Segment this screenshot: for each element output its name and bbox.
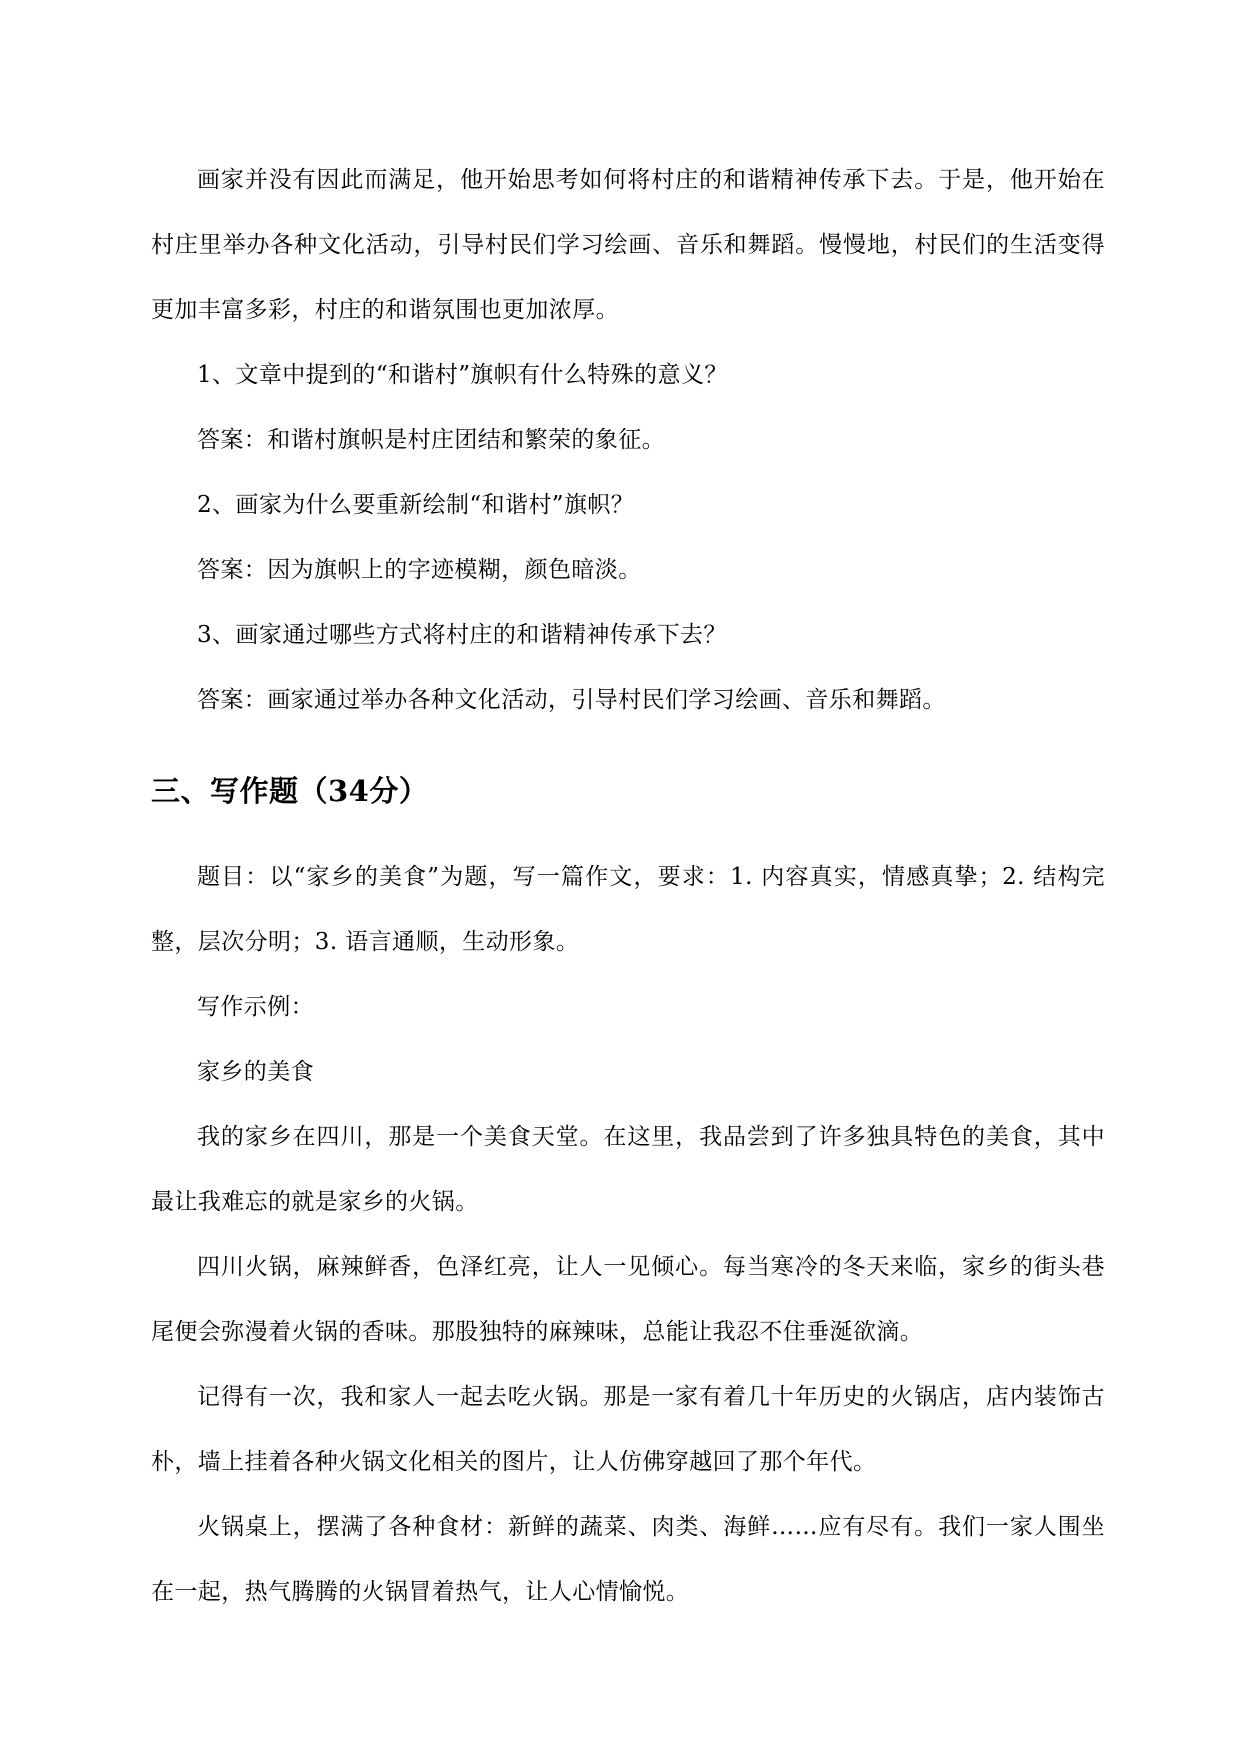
essay-paragraph-1: 我的家乡在四川，那是一个美食天堂。在这里，我品尝到了许多独具特色的美食，其中最让我难忘的就是家乡的火锅。 (151, 1124, 1105, 1215)
section-heading-writing: 三、写作题（34分） (151, 774, 429, 808)
answer-3: 答案：画家通过举办各种文化活动，引导村民们学习绘画、音乐和舞蹈。 (197, 687, 946, 713)
writing-prompt: 题目：以“家乡的美食”为题，写一篇作文，要求：1. 内容真实，情感真挚；2. 结构完整，层次分明；3. 语言通顺，生动形象。 (151, 864, 1105, 955)
essay-title: 家乡的美食 (197, 1059, 314, 1085)
paragraph-painter-culture: 画家并没有因此而满足，他开始思考如何将村庄的和谐精神传承下去。于是，他开始在村庄里举办各种文化活动，引导村民们学习绘画、音乐和舞蹈。慢慢地，村民们的生活变得更加丰富多彩，村庄的和谐氛围也更加浓厚。 (151, 167, 1105, 323)
answer-2: 答案：因为旗帜上的字迹模糊，颜色暗淡。 (197, 557, 642, 583)
question-2: 2、画家为什么要重新绘制“和谐村”旗帜？ (197, 492, 635, 518)
answer-1: 答案：和谐村旗帜是村庄团结和繁荣的象征。 (197, 427, 665, 453)
essay-paragraph-4: 火锅桌上，摆满了各种食材：新鲜的蔬菜、肉类、海鲜……应有尽有。我们一家人围坐在一起，热气腾腾的火锅冒着热气，让人心情愉悦。 (151, 1514, 1105, 1605)
question-1: 1、文章中提到的“和谐村”旗帜有什么特殊的意义？ (197, 362, 728, 388)
writing-example-label: 写作示例： (197, 994, 314, 1020)
essay-paragraph-3: 记得有一次，我和家人一起去吃火锅。那是一家有着几十年历史的火锅店，店内装饰古朴，墙上挂着各种火锅文化相关的图片，让人仿佛穿越回了那个年代。 (151, 1384, 1105, 1475)
essay-paragraph-2: 四川火锅，麻辣鲜香，色泽红亮，让人一见倾心。每当寒冷的冬天来临，家乡的街头巷尾便会弥漫着火锅的香味。那股独特的麻辣味，总能让我忍不住垂涎欲滴。 (151, 1254, 1105, 1345)
question-3: 3、画家通过哪些方式将村庄的和谐精神传承下去？ (197, 622, 727, 648)
